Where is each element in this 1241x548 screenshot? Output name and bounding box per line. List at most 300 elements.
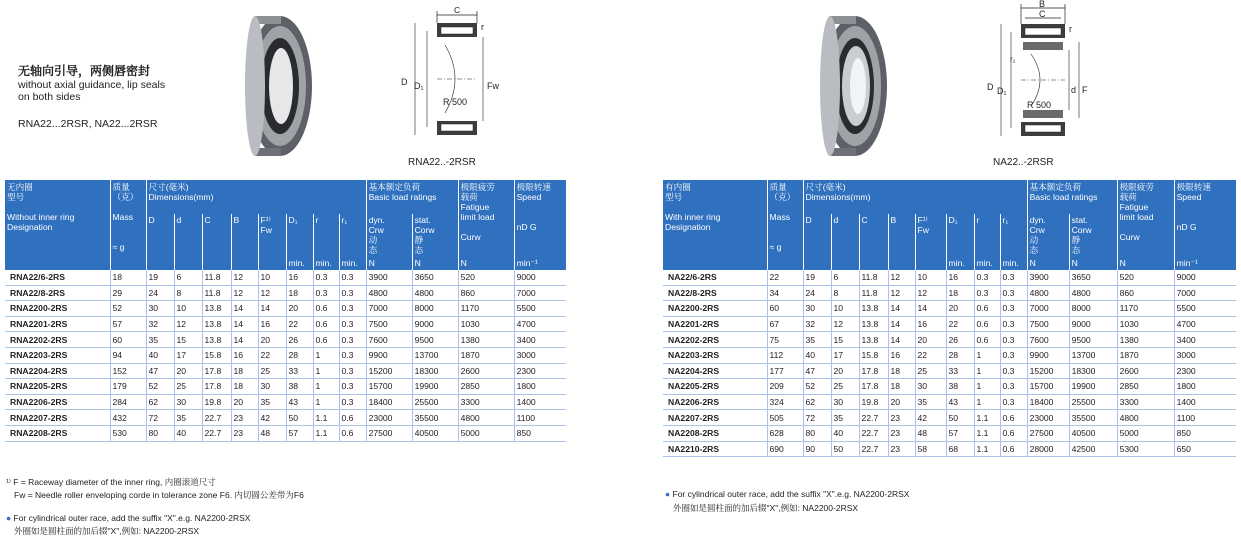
left-title-en-1: without axial guidance, lip seals [18,79,166,91]
table-cell: 22 [767,270,803,285]
table-cell: 18400 [1027,394,1069,410]
table-cell: 10 [258,270,286,285]
table-cell: 30 [146,301,174,317]
table-cell: 47 [803,363,831,379]
left-header-cur: Curw [460,232,481,242]
table-cell: 850 [514,425,566,441]
table-cell: 0.3 [339,332,366,348]
right-note-en: For cylindrical outer race, add the suffix "X".e.g. NA2200-2RSX [672,489,910,499]
table-cell: 19.8 [202,394,231,410]
table-cell: 9900 [1027,347,1069,363]
table-cell: 3900 [1027,270,1069,285]
right-header-mass-unit: ≈ g [769,242,782,252]
table-cell: 1 [974,394,1000,410]
table-cell: 18 [946,285,974,301]
table-cell: 15200 [366,363,412,379]
table-cell: 20 [831,363,859,379]
table-cell: 38 [946,379,974,395]
table-cell: 19.8 [859,394,888,410]
left-col-F: F¹⁾ Fw [258,214,286,257]
right-header-dims-en: Dimensions(mm) [805,192,871,202]
table-cell: 3650 [412,270,458,285]
table-cell: 0.3 [339,379,366,395]
left-title-cn: 无轴向引导，两侧唇密封 [18,64,151,78]
right-header-load-en: Basic load ratings [1029,192,1098,202]
table-cell: 35500 [1069,410,1117,426]
table-cell: 1030 [1117,316,1174,332]
left-col-d: d [174,214,202,257]
table-cell: 4800 [1117,410,1174,426]
left-header-fatigue-en: Fatigue limit load [460,202,495,222]
left-unit-F [258,257,286,270]
table-cell: 628 [767,425,803,441]
table-cell: 17 [174,347,202,363]
table-cell: 7000 [366,301,412,317]
right-header-load [1027,180,1117,214]
table-cell: 19 [146,270,174,285]
designation-cell: NA2204-2RS [663,363,767,379]
table-cell: 20 [231,394,258,410]
table-cell: 23 [231,410,258,426]
table-cell: 57 [110,316,146,332]
table-cell: 1800 [1174,379,1236,395]
table-cell: 0.3 [1000,285,1027,301]
table-cell: 2300 [514,363,566,379]
table-cell: 1170 [458,301,514,317]
designation-cell: NA2210-2RS [663,441,767,457]
table-row [663,301,1236,317]
left-spec-table [5,180,566,442]
table-cell: 22 [946,316,974,332]
table-cell: 30 [258,379,286,395]
table-cell: 10 [174,301,202,317]
left-col-C: C [202,214,231,257]
table-cell: 0.6 [313,332,339,348]
right-header-mass-cn: 质量 （克） [769,182,796,202]
table-cell: 13.8 [859,316,888,332]
table-cell: 9000 [1069,316,1117,332]
left-label-d-outer: D [401,77,408,87]
table-cell: 25 [258,363,286,379]
left-header-speed-en: Speed [516,192,542,202]
table-cell: 15.8 [859,347,888,363]
table-cell: 42 [915,410,946,426]
table-row [663,394,1236,410]
table-cell: 72 [146,410,174,426]
table-cell: 0.3 [1000,332,1027,348]
table-cell: 15.8 [202,347,231,363]
table-cell: 4800 [366,285,412,301]
table-row [5,394,566,410]
table-cell: 14 [888,301,915,317]
table-cell: 11.8 [202,285,231,301]
table-cell: 1100 [1174,410,1236,426]
left-header-mass [110,180,146,270]
table-cell: 7000 [514,285,566,301]
table-cell: 0.6 [313,316,339,332]
right-header-designation-cn: 有内圈 型号 [665,182,691,202]
table-cell: 505 [767,410,803,426]
table-row [663,270,1236,285]
table-cell: 43 [946,394,974,410]
table-cell: 32 [803,316,831,332]
table-cell: 14 [888,316,915,332]
right-unit-D1: min. [946,257,974,270]
right-label-d-outer: D [987,82,994,92]
left-col-B: B [231,214,258,257]
left-table-body [5,270,566,441]
table-cell: 3650 [1069,270,1117,285]
right-label-f: F [1082,85,1088,95]
table-row [663,410,1236,426]
right-header-speed-sym: nD G [1176,222,1197,232]
table-cell: 0.3 [313,270,339,285]
table-cell: 57 [286,425,313,441]
table-cell: 860 [1117,285,1174,301]
table-cell: 3400 [1174,332,1236,348]
table-cell: 19900 [1069,379,1117,395]
table-cell: 22.7 [859,410,888,426]
right-bearing-photo [800,8,890,158]
table-cell: 0.6 [1000,425,1027,441]
table-row [5,379,566,395]
table-cell: 14 [231,316,258,332]
table-row [663,363,1236,379]
left-note-cn: 外圈如是圆柱面的加后辍"X",例如: NA2200-2RSX [14,526,200,536]
table-cell: 13.8 [202,316,231,332]
table-cell: 12 [231,270,258,285]
table-row [5,301,566,317]
right-unit-stat: N [1069,257,1117,270]
left-unit-fatigue: N [458,257,514,270]
left-header-mass-en: Mass [112,212,134,222]
table-cell: 9000 [1174,270,1236,285]
table-cell: 22.7 [859,425,888,441]
left-drawing-caption: RNA22..-2RSR [408,157,476,168]
table-cell: 9000 [514,270,566,285]
table-cell: 35 [258,394,286,410]
table-cell: 0.3 [1000,379,1027,395]
designation-cell: RNA22/6-2RS [5,270,110,285]
table-row [663,425,1236,441]
left-unit-speed: min⁻¹ [514,257,566,270]
table-cell: 16 [231,347,258,363]
table-cell: 24 [146,285,174,301]
designation-cell: NA2206-2RS [663,394,767,410]
table-cell: 26 [286,332,313,348]
table-cell: 179 [110,379,146,395]
right-header-fatigue [1117,180,1174,257]
table-cell: 35 [146,332,174,348]
designation-cell: NA2202-2RS [663,332,767,348]
table-row [5,425,566,441]
table-cell: 8 [174,285,202,301]
table-cell: 90 [803,441,831,457]
table-cell: 1.1 [974,425,1000,441]
right-note [665,488,909,500]
table-cell: 15 [831,332,859,348]
table-cell: 18 [888,363,915,379]
table-cell: 5500 [1174,301,1236,317]
table-cell: 1380 [458,332,514,348]
table-cell: 12 [915,285,946,301]
table-cell: 8000 [412,301,458,317]
table-cell: 42 [258,410,286,426]
table-cell: 0.6 [1000,410,1027,426]
table-cell: 0.3 [313,285,339,301]
table-cell: 0.6 [974,316,1000,332]
table-cell: 9500 [1069,332,1117,348]
left-header-dims-en: Dimensions(mm) [148,192,214,202]
table-cell: 47 [146,363,174,379]
right-label-c: C [1039,9,1046,19]
table-cell: 1400 [514,394,566,410]
table-cell: 0.3 [339,301,366,317]
table-cell: 67 [767,316,803,332]
table-cell: 43 [286,394,313,410]
right-unit-d [831,257,859,270]
table-cell: 1.1 [313,410,339,426]
table-cell: 52 [146,379,174,395]
table-cell: 0.3 [974,270,1000,285]
designation-cell: RNA2200-2RS [5,301,110,317]
table-cell: 15700 [1027,379,1069,395]
designation-cell: RNA2202-2RS [5,332,110,348]
left-header-designation-cn: 无内圈 型号 [7,182,33,202]
left-col-dyn: dyn. Crw 动 态 [366,214,412,257]
table-cell: 0.6 [339,410,366,426]
left-label-fw: Fw [487,81,499,91]
table-cell: 860 [458,285,514,301]
table-cell: 3300 [1117,394,1174,410]
right-header-designation-en: With inner ring Designation [665,212,721,232]
table-cell: 13.8 [202,332,231,348]
right-unit-C [859,257,888,270]
table-cell: 19 [803,270,831,285]
left-unit-d [174,257,202,270]
table-cell: 40 [174,425,202,441]
table-cell: 50 [831,441,859,457]
table-cell: 19900 [412,379,458,395]
table-cell: 0.6 [1000,441,1027,457]
right-col-C: C [859,214,888,257]
table-cell: 35 [831,410,859,426]
table-cell: 15 [174,332,202,348]
designation-cell: RNA2207-2RS [5,410,110,426]
table-row [663,285,1236,301]
table-cell: 30 [803,301,831,317]
table-cell: 9900 [366,347,412,363]
table-cell: 0.6 [313,301,339,317]
left-cross-section-drawing [395,5,515,155]
table-cell: 3000 [1174,347,1236,363]
table-cell: 0.3 [339,347,366,363]
left-header-fatigue [458,180,514,257]
right-header-dims-cn: 尺寸(毫米) [805,182,846,192]
table-row [5,363,566,379]
table-cell: 80 [146,425,174,441]
table-cell: 152 [110,363,146,379]
table-cell: 30 [915,379,946,395]
table-cell: 1030 [458,316,514,332]
table-cell: 48 [258,425,286,441]
table-cell: 10 [831,301,859,317]
table-cell: 1.1 [974,441,1000,457]
table-cell: 22 [286,316,313,332]
left-header-speed-sym: nD G [516,222,537,232]
designation-cell: RNA2205-2RS [5,379,110,395]
table-cell: 6 [174,270,202,285]
table-cell: 1 [974,347,1000,363]
table-cell: 57 [946,425,974,441]
table-cell: 48 [915,425,946,441]
table-cell: 68 [946,441,974,457]
table-cell: 850 [1174,425,1236,441]
table-cell: 23 [888,425,915,441]
table-cell: 23 [888,410,915,426]
table-cell: 32 [146,316,174,332]
right-header-cur: Curw [1119,232,1140,242]
table-row [5,410,566,426]
table-cell: 18 [286,285,313,301]
table-cell: 25 [174,379,202,395]
table-cell: 14 [258,301,286,317]
table-row [5,347,566,363]
table-cell: 0.6 [339,425,366,441]
right-unit-B [888,257,915,270]
left-footnote-1: ¹⁾ F = Raceway diameter of the inner ring, 内圈滚道尺寸 [6,477,216,487]
table-cell: 17 [831,347,859,363]
right-label-r: r [1069,24,1072,34]
right-header-speed [1174,180,1236,257]
table-cell: 8000 [1069,301,1117,317]
table-cell: 0.3 [339,363,366,379]
right-header-speed-en: Speed [1176,192,1202,202]
table-cell: 15700 [366,379,412,395]
table-cell: 25500 [412,394,458,410]
table-row [663,332,1236,348]
table-cell: 4800 [1069,285,1117,301]
table-cell: 1100 [514,410,566,426]
table-cell: 20 [946,301,974,317]
table-cell: 690 [767,441,803,457]
designation-cell: RNA2201-2RS [5,316,110,332]
table-cell: 1 [313,363,339,379]
table-cell: 50 [286,410,313,426]
table-cell: 20 [174,363,202,379]
right-col-d: d [831,214,859,257]
table-cell: 112 [767,347,803,363]
table-cell: 22 [915,347,946,363]
left-unit-B [231,257,258,270]
right-unit-r: min. [974,257,1000,270]
table-cell: 11.8 [859,285,888,301]
designation-cell: RNA2203-2RS [5,347,110,363]
table-cell: 4700 [514,316,566,332]
table-cell: 18 [231,379,258,395]
table-cell: 1870 [1117,347,1174,363]
table-cell: 30 [174,394,202,410]
right-label-b: B [1039,0,1046,9]
table-cell: 40500 [1069,425,1117,441]
table-cell: 72 [803,410,831,426]
table-cell: 1870 [458,347,514,363]
table-cell: 1 [313,379,339,395]
designation-cell: NA2203-2RS [663,347,767,363]
table-cell: 324 [767,394,803,410]
table-cell: 0.3 [1000,270,1027,285]
designation-cell: NA22/6-2RS [663,270,767,285]
designation-cell: RNA2204-2RS [5,363,110,379]
table-cell: 22.7 [859,441,888,457]
table-cell: 13700 [1069,347,1117,363]
table-cell: 17.8 [202,363,231,379]
table-cell: 16 [286,270,313,285]
left-note [6,512,250,524]
table-cell: 13700 [412,347,458,363]
table-cell: 7000 [1027,301,1069,317]
designation-cell: RNA2208-2RS [5,425,110,441]
left-col-r1: r₁ [339,214,366,257]
left-header-designation-en: Without inner ring Designation [7,212,75,232]
table-cell: 18300 [412,363,458,379]
left-label-d1: D₁ [414,81,424,91]
left-note-bullet-icon: ● [6,513,12,523]
right-header-designation [663,180,767,270]
left-col-D1: D₁ [286,214,313,257]
right-unit-F [915,257,946,270]
left-header-load-cn: 基本额定负荷 [368,182,421,192]
right-header-dimensions [803,180,1027,214]
table-cell: 1380 [1117,332,1174,348]
table-cell: 16 [888,347,915,363]
left-unit-dyn: N [366,257,412,270]
table-cell: 3000 [514,347,566,363]
right-unit-speed: min⁻¹ [1174,257,1236,270]
table-cell: 42500 [1069,441,1117,457]
left-title-en-2: on both sides [18,91,81,103]
left-label-r: r [481,22,484,32]
right-header-load-cn: 基本额定负荷 [1029,182,1082,192]
designation-cell: RNA2206-2RS [5,394,110,410]
table-cell: 530 [110,425,146,441]
table-cell: 10 [915,270,946,285]
table-cell: 7000 [1174,285,1236,301]
table-cell: 1400 [1174,394,1236,410]
left-header-fatigue-cn: 极限疲劳 载荷 [460,182,495,202]
table-cell: 13.8 [859,301,888,317]
table-row [663,316,1236,332]
left-unit-D1: min. [286,257,313,270]
left-bearing-photo [225,8,315,158]
table-cell: 94 [110,347,146,363]
table-cell: 12 [174,316,202,332]
table-cell: 24 [803,285,831,301]
left-footnote-2: Fw = Needle roller enveloping corde in tolerance zone F6. 内切圆公差带为F6 [14,490,304,500]
table-cell: 18 [888,379,915,395]
table-cell: 23 [231,425,258,441]
table-cell: 13.8 [202,301,231,317]
table-cell: 16 [946,270,974,285]
table-cell: 0.3 [974,285,1000,301]
table-row [663,379,1236,395]
table-cell: 18300 [1069,363,1117,379]
left-note-en: For cylindrical outer race, add the suffix "X".e.g. NA2200-2RSX [13,513,251,523]
right-unit-dyn: N [1027,257,1069,270]
table-cell: 13.8 [859,332,888,348]
table-cell: 25 [915,363,946,379]
table-cell: 1170 [1117,301,1174,317]
